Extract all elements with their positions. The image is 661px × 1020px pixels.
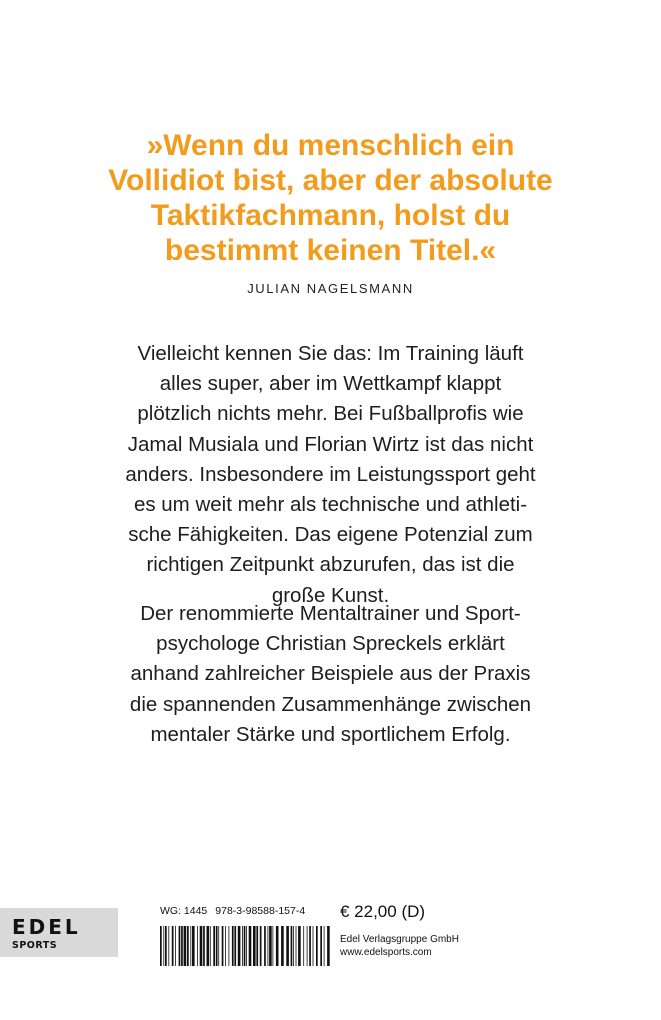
barcode-bar — [293, 926, 294, 966]
barcode-bar — [286, 926, 289, 966]
barcode-bar — [229, 926, 230, 966]
barcode-bar — [298, 926, 301, 966]
barcode-bar — [168, 926, 169, 966]
barcode-bar — [327, 926, 330, 966]
barcode-bar — [276, 926, 279, 966]
barcode-bar — [234, 926, 236, 966]
quote-line: Taktikfachmann, holst du — [150, 199, 511, 232]
barcode-bar — [273, 926, 274, 966]
blurb-line: die spannenden Zusammenhänge zwischen — [129, 692, 532, 716]
barcode-bar — [172, 926, 174, 966]
barcode-bar — [303, 926, 304, 966]
barcode-image — [160, 926, 330, 966]
barcode-bar — [207, 926, 210, 966]
blurb-paragraph-2 — [0, 599, 661, 750]
price-label: € 22,00 (D) — [340, 902, 426, 921]
barcode-bar — [225, 926, 226, 966]
barcode-bar — [200, 926, 203, 966]
barcode-bar — [291, 926, 293, 966]
barcode-bar — [316, 926, 318, 966]
blurb-line: Jamal Musiala und Florian Wirtz ist das nicht — [127, 432, 534, 456]
blurb-line: richtigen Zeitpunkt abzurufen, das ist die — [146, 553, 515, 577]
blurb-line: Vielleicht kennen Sie das: Im Training läuft — [137, 342, 524, 365]
back-cover-quote — [0, 128, 661, 296]
logo-subword: SPORTS — [12, 940, 58, 951]
blurb-line: psychologe Christian Spreckels erklärt — [156, 632, 505, 656]
quote-author: JULIAN NAGELSMANN — [247, 281, 414, 296]
barcode-bar — [165, 926, 167, 966]
blurb-line: anders. Insbesondere im Leistungssport geht — [125, 462, 536, 486]
barcode-bar — [268, 926, 269, 966]
barcode-bar — [184, 926, 187, 966]
barcode-bar — [160, 926, 162, 966]
barcode-bar — [296, 926, 297, 966]
quote-line: »Wenn du menschlich ein — [146, 129, 515, 162]
barcode-bar — [222, 926, 224, 966]
barcode-bar — [190, 926, 191, 966]
quote-line: Vollidiot bist, aber der absolute — [108, 164, 553, 197]
blurb-line: Der renommierte Mentaltrainer und Sport- — [140, 602, 521, 625]
blurb-paragraph-1 — [0, 339, 661, 611]
barcode-bar — [192, 926, 195, 966]
blurb-line: sche Fähigkeiten. Das eigene Potenzial zum — [128, 523, 533, 547]
quote-line: bestimmt keinen Titel.« — [164, 234, 497, 267]
barcode-bar — [238, 926, 241, 966]
barcode-bar — [307, 926, 308, 966]
barcode-bar — [175, 926, 176, 966]
barcode-bar — [253, 926, 256, 966]
barcode-bar — [179, 926, 181, 966]
barcode-bar — [281, 926, 284, 966]
blurb-line: große Kunst. — [271, 583, 390, 607]
barcode-bar — [313, 926, 314, 966]
barcode-bar — [309, 926, 311, 966]
barcode-bar — [218, 926, 219, 966]
barcode-bar — [269, 926, 272, 966]
barcode-bar — [244, 926, 246, 966]
publisher-name: Edel Verlagsgruppe GmbH — [340, 934, 459, 945]
isbn-number: 978-3-98588-157-4 — [215, 905, 306, 917]
barcode-bar — [246, 926, 247, 966]
barcode-bar — [216, 926, 218, 966]
barcode-bar — [197, 926, 198, 966]
barcode-bar — [203, 926, 205, 966]
barcode-block — [160, 905, 330, 965]
barcode-bar — [187, 926, 189, 966]
edel-sports-logo — [0, 908, 118, 957]
barcode-bar — [260, 926, 262, 966]
barcode-bar — [210, 926, 211, 966]
barcode-bar — [320, 926, 322, 966]
wg-number: WG: 1445 — [160, 905, 208, 917]
barcode-bar — [249, 926, 252, 966]
logo-word: EDEL — [12, 915, 81, 939]
blurb-line: alles super, aber im Wettkampf klappt — [159, 372, 502, 396]
publisher-info — [340, 934, 540, 959]
barcode-bar — [264, 926, 266, 966]
barcode-bar — [232, 926, 234, 966]
blurb-line: es um weit mehr als technische und athleti- — [133, 493, 528, 517]
barcode-label — [160, 905, 330, 917]
barcode-bar — [213, 926, 215, 966]
blurb-line: anhand zahlreicher Beispiele aus der Praxis — [130, 662, 531, 686]
blurb-line: mentaler Stärke und sportlichem Erfolg. — [150, 722, 511, 746]
barcode-bar — [324, 926, 325, 966]
barcode-bar — [242, 926, 243, 966]
blurb-line: plötzlich nichts mehr. Bei Fußballprofis wie — [137, 402, 524, 426]
barcode-bar — [256, 926, 258, 966]
quote-text — [51, 128, 611, 268]
barcode-bar — [181, 926, 183, 966]
price-publisher-block — [340, 902, 540, 959]
publisher-url: www.edelsports.com — [340, 946, 432, 958]
barcode-bar — [163, 926, 164, 966]
